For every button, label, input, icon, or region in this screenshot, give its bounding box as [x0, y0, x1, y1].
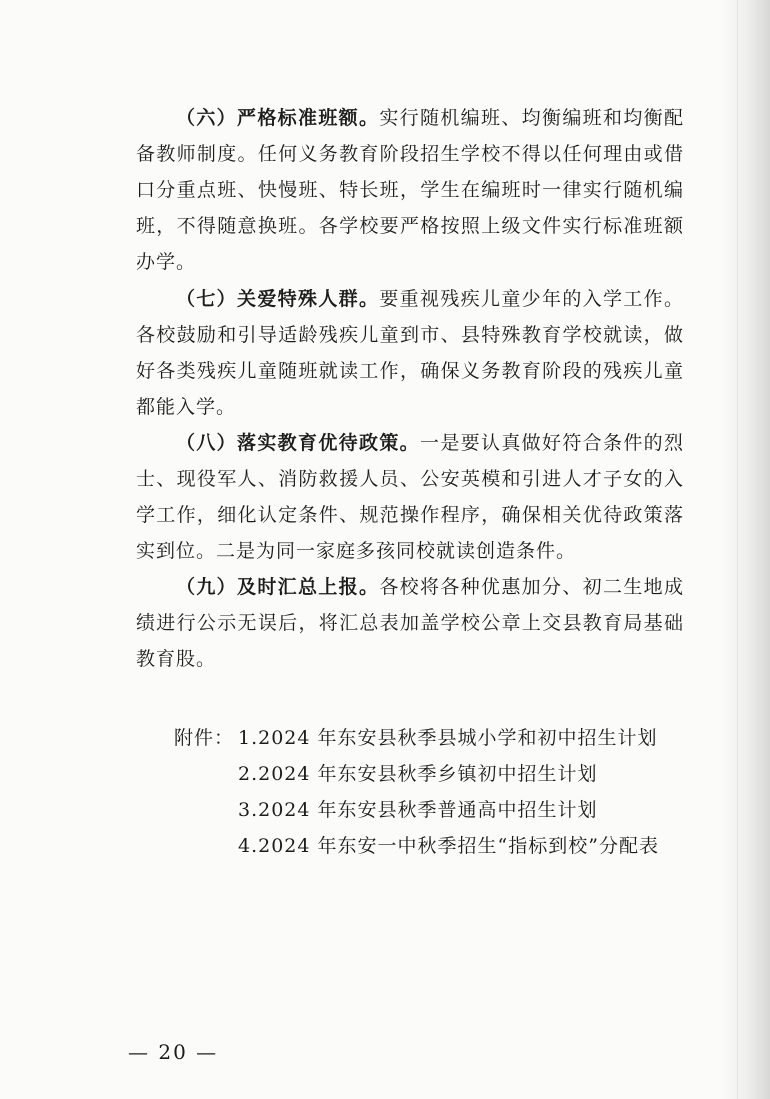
paragraph-body: 实行随机编班、均衡编班和均衡配备教师制度。任何义务教育阶段招生学校不得以任何理由或借口分重点班、快慢班、特长班，学生在编班时一律实行随机编班，不得随意换班。各学校要严格按照上级文件实行标准班额办学。 [136, 107, 684, 273]
paragraph-class-size [136, 100, 684, 280]
attachment-title: 4.2024 年东安一中秋季招生“指标到校”分配表 [238, 835, 659, 857]
paragraph-report [136, 569, 684, 677]
page-number: — 20 — [128, 1040, 219, 1064]
paragraph-preferential-policy [136, 425, 684, 569]
attachments-label: 附件： [174, 727, 235, 749]
attachment-item [174, 828, 714, 864]
attachment-title: 1.2024 年东安县秋季县城小学和初中招生计划 [238, 727, 658, 749]
attachments-list [174, 720, 714, 864]
attachment-item [174, 756, 714, 792]
paragraph-body: 各校将各种优惠加分、初二生地成绩进行公示无误后，将汇总表加盖学校公章上交县教育局基础教育股。 [136, 576, 684, 670]
paragraph-special-groups [136, 281, 684, 425]
scan-edge-line [737, 0, 738, 1099]
attachment-item [174, 720, 714, 756]
paragraph-heading: （六）严格标准班额。 [176, 107, 380, 129]
scan-edge-shadow [720, 0, 770, 1099]
attachment-title: 2.2024 年东安县秋季乡镇初中招生计划 [238, 763, 598, 785]
paragraph-heading: （九）及时汇总上报。 [176, 576, 380, 598]
paragraph-heading: （七）关爱特殊人群。 [176, 288, 380, 310]
paragraph-heading: （八）落实教育优待政策。 [176, 432, 420, 454]
attachment-title: 3.2024 年东安县秋季普通高中招生计划 [238, 799, 598, 821]
paragraph-body: 要重视残疾儿童少年的入学工作。各校鼓励和引导适龄残疾儿童到市、县特殊教育学校就读，做好各类残疾儿童随班就读工作，确保义务教育阶段的残疾儿童都能入学。 [136, 288, 684, 418]
attachment-item [174, 792, 714, 828]
paragraph-body: 一是要认真做好符合条件的烈士、现役军人、消防救援人员、公安英模和引进人才子女的入学工作，细化认定条件、规范操作程序，确保相关优待政策落实到位。二是为同一家庭多孩同校就读创造条件。 [136, 432, 684, 562]
